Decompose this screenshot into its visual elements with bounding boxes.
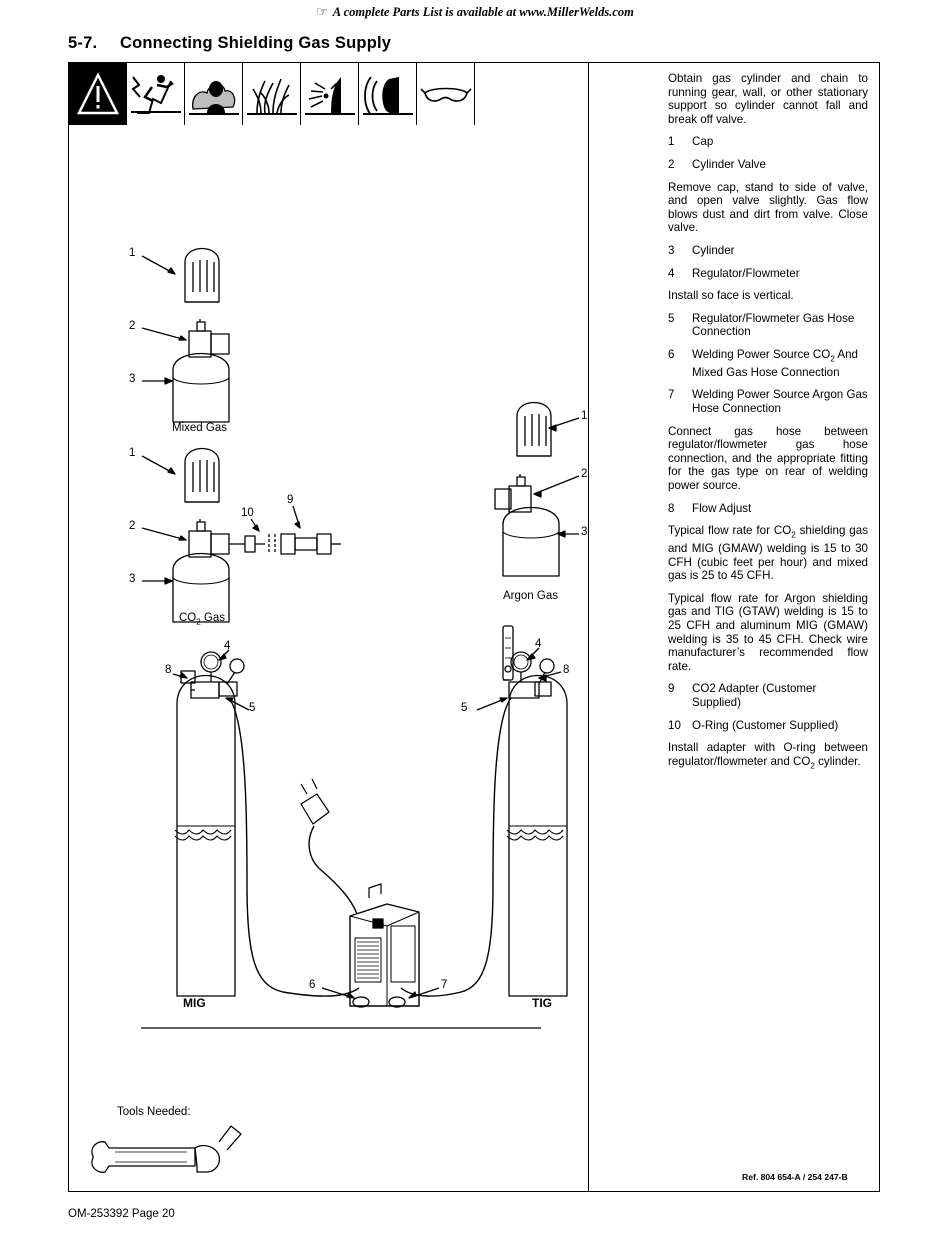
callout-number: 3 bbox=[668, 243, 675, 257]
page-footer: OM-253392 Page 20 bbox=[68, 1208, 175, 1220]
callout-number: 8 bbox=[668, 501, 675, 515]
callout-label: Flow Adjust bbox=[692, 501, 752, 515]
gas-supply-diagram bbox=[69, 126, 587, 1191]
callout-co2-10: 10 bbox=[241, 507, 254, 519]
callout-number: 5 bbox=[668, 311, 675, 325]
callout-item-8 bbox=[668, 502, 868, 516]
callout-label: CO2 Adapter (Customer Supplied) bbox=[692, 682, 817, 709]
label-co2-gas: $CO_2$ Gas bbox=[179, 612, 225, 627]
callout-tig-4: 4 bbox=[535, 638, 542, 650]
instruction-paragraph-5: Typical flow rate for $CO_2$ shielding gas and MIG (GMAW) welding is 15 to 30 CFH (cubic feet per hour) and mixed gas is 25 to 45 CFH. bbox=[668, 524, 869, 583]
fire-hazard-icon bbox=[243, 63, 301, 125]
callout-label: Regulator/Flowmeter bbox=[692, 266, 800, 280]
callout-mig-8: 8 bbox=[165, 664, 172, 676]
instruction-paragraph-2: Remove cap, stand to side of valve, and open valve slightly. Gas flow blows dust and dirt from valve. Close valve. bbox=[668, 180, 868, 235]
callout-mig-5: 5 bbox=[249, 702, 256, 714]
callout-item-3 bbox=[668, 244, 868, 258]
callout-item-2 bbox=[668, 158, 868, 172]
page-title bbox=[68, 34, 391, 53]
callout-co2-3: 3 bbox=[129, 573, 136, 585]
callout-argon-1: 1 bbox=[581, 410, 588, 422]
label-mixed-gas: Mixed Gas bbox=[172, 422, 227, 434]
callout-item-9 bbox=[668, 682, 868, 709]
callout-mig-4: 4 bbox=[224, 640, 231, 652]
noise-hazard-icon bbox=[359, 63, 417, 125]
callout-label: Welding Power Source Argon Gas Hose Connection bbox=[692, 388, 868, 415]
label-tools-needed: Tools Needed: bbox=[117, 1106, 191, 1118]
callout-label: Cylinder Valve bbox=[692, 157, 766, 171]
callout-co2-2: 2 bbox=[129, 520, 136, 532]
instruction-paragraph-1: Obtain gas cylinder and chain to running gear, wall, or other stationary support so cylinder cannot fall and break off valve. bbox=[668, 72, 868, 126]
callout-number: 7 bbox=[668, 388, 675, 402]
safety-glasses-icon bbox=[417, 63, 475, 125]
callout-number: 9 bbox=[668, 682, 675, 696]
callout-label: Cylinder bbox=[692, 243, 735, 257]
callout-tig-8: 8 bbox=[563, 664, 570, 676]
callout-co2-1: 1 bbox=[129, 447, 136, 459]
callout-hose-6: 6 bbox=[309, 979, 316, 991]
column-divider bbox=[588, 62, 589, 1192]
instruction-paragraph-4: Connect gas hose between regulator/flowmeter gas hose connection, and the appropriate fitting for the gas type on rear of welding power source. bbox=[668, 424, 868, 492]
callout-label: O-Ring (Customer Supplied) bbox=[692, 718, 839, 732]
parts-list-banner-text: A complete Parts List is available at www.MillerWelds.com bbox=[332, 4, 634, 19]
arc-rays-icon bbox=[301, 63, 359, 125]
callout-co2-9: 9 bbox=[287, 494, 294, 506]
callout-number: 1 bbox=[668, 135, 675, 149]
callout-mixed-3: 3 bbox=[129, 373, 136, 385]
instruction-paragraph-7: Install adapter with O-ring between regulator/flowmeter and $CO_2$ cylinder. bbox=[668, 741, 868, 771]
callout-item-10 bbox=[668, 719, 868, 733]
callout-mixed-1: 1 bbox=[129, 247, 136, 259]
callout-argon-2: 2 bbox=[581, 468, 588, 480]
callout-item-4 bbox=[668, 267, 868, 281]
callout-mixed-2: 2 bbox=[129, 320, 136, 332]
callout-label: Cap bbox=[692, 135, 714, 149]
callout-label: Welding Power Source $CO_2$ And Mixed Gas Hose Connection bbox=[692, 347, 858, 379]
section-title: Connecting Shielding Gas Supply bbox=[120, 34, 392, 52]
callout-number: 4 bbox=[668, 266, 675, 280]
instructions-column bbox=[668, 72, 868, 782]
section-number: 5-7. bbox=[68, 34, 98, 52]
parts-list-banner bbox=[0, 0, 950, 24]
drawing-reference: Ref. 804 654-A / 254 247-B bbox=[742, 1172, 848, 1182]
callout-argon-3: 3 bbox=[581, 526, 588, 538]
instruction-paragraph-3: Install so face is vertical. bbox=[668, 289, 794, 303]
callout-hose-7: 7 bbox=[441, 979, 448, 991]
callout-label: Regulator/Flowmeter Gas Hose Connection bbox=[692, 311, 855, 339]
electric-shock-icon bbox=[127, 63, 185, 125]
fumes-and-gases-icon bbox=[185, 63, 243, 125]
callout-item-7 bbox=[668, 388, 868, 415]
label-tig: TIG bbox=[532, 996, 552, 1010]
callout-number: 6 bbox=[668, 347, 675, 361]
label-argon-gas: Argon Gas bbox=[503, 590, 558, 602]
warning-triangle-icon bbox=[69, 63, 127, 125]
safety-icon-strip bbox=[69, 63, 475, 125]
callout-item-5 bbox=[668, 312, 868, 339]
pointing-hand-icon: ☞ bbox=[316, 4, 328, 19]
callout-number: 2 bbox=[668, 157, 675, 171]
instruction-paragraph-6: Typical flow rate for Argon shielding gas and TIG (GTAW) welding is 15 to 25 CFH and aluminum MIG (GMAW) welding is 35 to 45 CFH. Check wire manufacturer’s recommended flow rate. bbox=[668, 591, 868, 673]
callout-item-6 bbox=[668, 348, 868, 380]
illustration-area bbox=[69, 126, 587, 1191]
callout-number: 10 bbox=[668, 718, 681, 732]
label-mig: MIG bbox=[183, 996, 206, 1010]
callout-tig-5: 5 bbox=[461, 702, 468, 714]
callout-item-1 bbox=[668, 135, 868, 149]
